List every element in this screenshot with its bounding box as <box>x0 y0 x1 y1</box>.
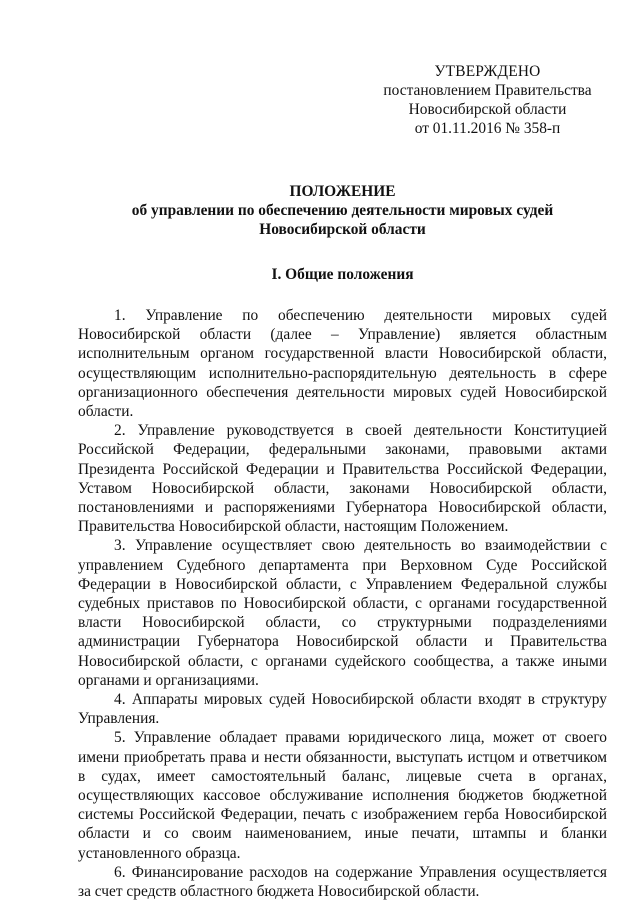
paragraph-6: 6. Финансирование расходов на содержание Управления осуществляется за счет средств областного бюджета Новосибирской области. <box>78 863 607 901</box>
paragraph-2: 2. Управление руководствуется в своей деятельности Конституцией Российской Федерации, федеральными законами, правовыми актами Президента Российской Федерации и Правительства Российской Федерации, Уставом Новосибирской области, законами Новосибирской области, постановлениями и распоряжениями Губернатора Новосибирской области, Правительства Новосибирской области, настоящим Положением. <box>78 422 607 536</box>
approval-heading: УТВЕРЖДЕНО <box>434 63 541 80</box>
title-line-2: об управлении по обеспечению деятельности мировых судей <box>131 202 554 219</box>
approval-stamp-block <box>380 62 595 138</box>
document-title <box>78 182 607 239</box>
title-line-1: ПОЛОЖЕНИЕ <box>289 183 396 200</box>
approval-line-1: постановлением Правительства <box>383 82 592 99</box>
paragraph-3: 3. Управление осуществляет свою деятельность во взаимодействии с управлением Судебного департамента при Верховном Суде Российской Федерации в Новосибирской области, с Управлением Федеральной службы судебных приставов по Новосибирской области, с органами государственной власти Новосибирской области, со структурными подразделениями администрации Губернатора Новосибирской области и Правительства Новосибирской области, с органами судейского сообщества, а также иными органами и организациями. <box>78 537 607 689</box>
section-heading: I. Общие положения <box>271 266 414 283</box>
paragraph-1: 1. Управление по обеспечению деятельности мировых судей Новосибирской области (далее – Управление) является областным исполнительным органом государственной власти Новосибирской области, осуществляющим исполнительно-распорядительную деятельность в сфере организационного обеспечения деятельности мировых судей Новосибирской области. <box>78 307 607 421</box>
paragraph-5: 5. Управление обладает правами юридического лица, может от своего имени приобретать права и нести обязанности, выступать истцом и ответчиком в судах, имеет самостоятельный баланс, лицевые счета в органах, осуществляющих кассовое обслуживание исполнения бюджетов бюджетной системы Российской Федерации, печать с изображением герба Новосибирской области и со своим наименованием, иные печати, штампы и бланки установленного образца. <box>78 729 607 862</box>
title-line-3: Новосибирской области <box>259 221 426 238</box>
approval-line-2: Новосибирской области <box>408 101 567 118</box>
paragraph-4: 4. Аппараты мировых судей Новосибирской области входят в структуру Управления. <box>78 691 607 728</box>
document-body <box>78 306 607 901</box>
approval-line-3: от 01.11.2016 № 358-п <box>414 120 561 137</box>
